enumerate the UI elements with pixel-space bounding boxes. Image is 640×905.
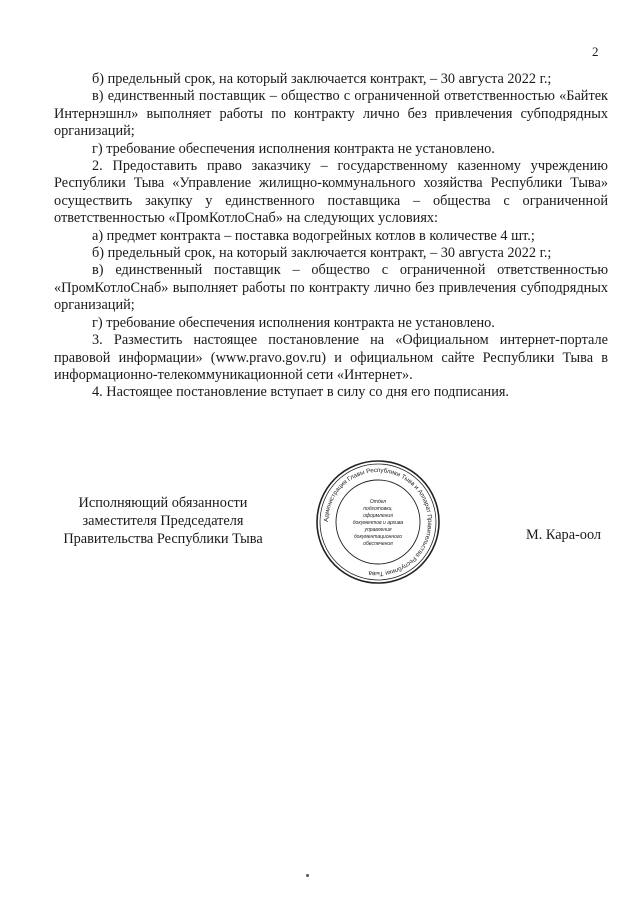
signatory-name: М. Кара-оол [526,527,602,543]
signatory-title-line: заместителя Председателя [82,513,244,529]
stamp-center-line: управления [364,527,392,533]
paragraph-2v-supplier: в) единственный поставщик – общество с ограниченной ответственностью «ПромКотлоСнаб» выполняет работы по контракту лично без привлечения субподрядных организаций; [54,262,608,314]
stamp-center-line: Отдел [369,499,387,505]
signatory-title [54,494,272,548]
stamp-center-line: документов и архива [352,520,404,526]
signatory-title-line: Правительства Республики Тыва [63,531,263,547]
document-body [54,71,608,402]
paragraph-3-publish: 3. Разместить настоящее постановление на «Официальном интернет-портале правовой информации» (www.pravo.gov.ru) и официальном сайте Республики Тыва в информационно-телекоммуникационной сети «Интернет». [54,332,608,383]
stamp-center-line: обеспечения [363,541,393,547]
paragraph-1v-supplier: в) единственный поставщик – общество с ограниченной ответственностью «Байтек Интернэшнл» выполняет работы по контракту лично без привлечения субподрядных организаций; [54,88,608,140]
paragraph-2a-subject: а) предмет контракта – поставка водогрейных котлов в количестве 4 шт.; [92,227,535,244]
paragraph-2g-guarantee: г) требование обеспечения исполнения контракта не установлено. [92,314,495,331]
paragraph-2b-deadline: б) предельный срок, на который заключается контракт, – 30 августа 2022 г.; [92,245,552,262]
stamp-center-line: документационного [353,534,403,540]
stamp-center-line: подготовки, [363,506,393,512]
stamp-center-line: оформления [363,513,393,519]
paragraph-1g-guarantee: г) требование обеспечения исполнения контракта не установлено. [92,140,495,157]
official-stamp [315,459,441,585]
signatory-title-line: Исполняющий обязанности [78,495,248,511]
paragraph-2-right: 2. Предоставить право заказчику – государственному казенному учреждению Республики Тыва «Управление жилищно-коммунального хозяйства Республики Тыва» осуществить закупку у единственного поставщика – общества с ограниченной ответственностью «ПромКотлоСнаб» на следующих условиях: [54,158,608,227]
page-number: 2 [592,44,599,59]
paragraph-4-effective: 4. Настоящее постановление вступает в силу со дня его подписания. [92,384,509,401]
scan-artifact-dot [306,874,309,877]
stamp-ring-textpath: Администрация Главы Республики Тыва и Аппарат Правительства Республики Тыва [322,466,434,578]
paragraph-1b-deadline: б) предельный срок, на который заключается контракт, – 30 августа 2022 г.; [92,71,552,87]
